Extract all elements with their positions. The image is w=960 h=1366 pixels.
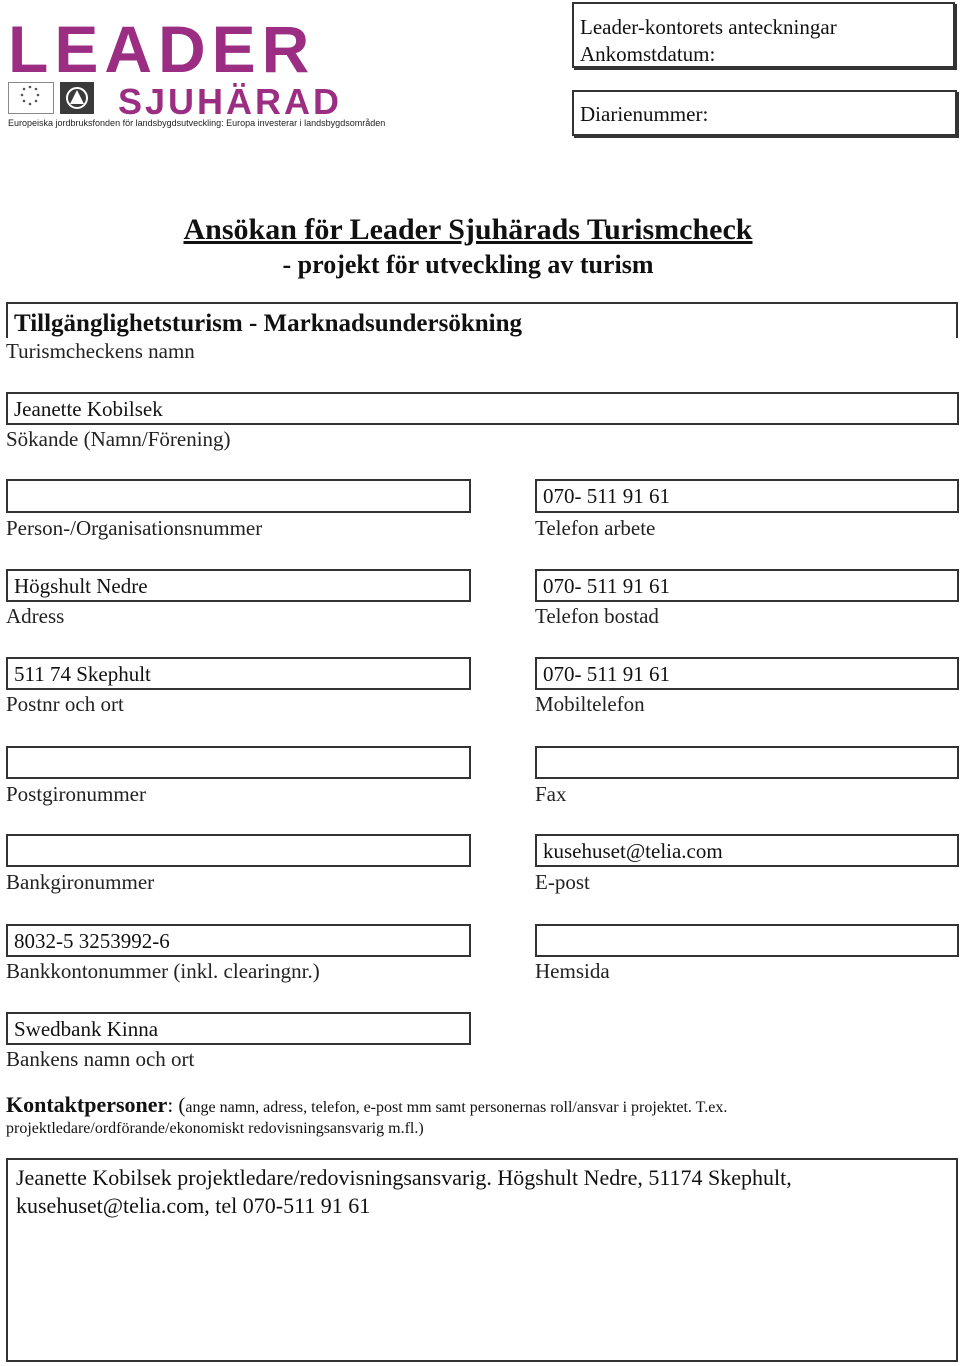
contacts-instructions-2: projektledare/ordförande/ekonomiskt redovisningsansvarig m.fl.) <box>6 1120 424 1137</box>
applicant-label: Sökande (Namn/Förening) <box>6 427 231 451</box>
page-subtitle: - projekt för utveckling av turism <box>282 250 654 279</box>
address-field[interactable]: Högshult Nedre <box>6 569 471 602</box>
bankgiro-label: Bankgironummer <box>6 870 155 894</box>
org-number-field[interactable] <box>6 479 471 513</box>
email-field[interactable]: kusehuset@telia.com <box>535 834 959 867</box>
contacts-value-line-1: Jeanette Kobilsek projektledare/redovisningsansvarig. Högshult Nedre, 51174 Skephult, <box>16 1165 792 1190</box>
website-field[interactable] <box>535 924 959 957</box>
page-title: Ansökan för Leader Sjuhärads Turismcheck <box>183 213 753 246</box>
mobile-phone-label: Mobiltelefon <box>535 692 645 716</box>
arrival-date-label: Ankomstdatum: <box>580 42 716 66</box>
bank-account-label: Bankkontonummer (inkl. clearingnr.) <box>6 959 320 983</box>
office-notes-label: Leader-kontorets anteckningar <box>580 15 837 39</box>
postal-code-city-label: Postnr och ort <box>6 692 124 716</box>
logo-leader-text: LEADER <box>8 18 316 78</box>
contacts-colon: : ( <box>167 1093 186 1117</box>
fax-field[interactable] <box>535 746 959 779</box>
work-phone-label: Telefon arbete <box>535 516 656 540</box>
address-label: Adress <box>6 604 65 628</box>
bank-name-field[interactable]: Swedbank Kinna <box>6 1012 471 1045</box>
contacts-heading: Kontaktpersoner <box>6 1092 168 1117</box>
postgiro-field[interactable] <box>6 746 471 779</box>
sjuharad-logo-wordmark <box>118 82 342 118</box>
postgiro-label: Postgironummer <box>6 782 146 806</box>
office-notes-box <box>572 2 955 68</box>
project-name-field[interactable]: Tillgänglighetsturism - Marknadsundersökning <box>6 302 958 338</box>
bank-name-label: Bankens namn och ort <box>6 1047 195 1071</box>
fax-label: Fax <box>535 782 567 806</box>
diary-number-box <box>572 90 957 136</box>
website-label: Hemsida <box>535 959 610 983</box>
email-label: E-post <box>535 870 590 894</box>
org-number-label: Person-/Organisationsnummer <box>6 516 263 540</box>
contacts-textarea[interactable] <box>6 1158 958 1362</box>
diary-number-label: Diarienummer: <box>580 102 709 126</box>
leader-emblem-icon <box>60 82 94 114</box>
work-phone-field[interactable]: 070- 511 91 61 <box>535 479 959 513</box>
bank-account-field[interactable]: 8032-5 3253992-6 <box>6 924 471 957</box>
contacts-heading-line <box>6 1092 727 1121</box>
mobile-phone-field[interactable]: 070- 511 91 61 <box>535 657 959 690</box>
contacts-value-line-2: kusehuset@telia.com, tel 070-511 91 61 <box>16 1193 371 1218</box>
contacts-instructions-1: ange namn, adress, telefon, e-post mm samt personernas roll/ansvar i projektet. T.ex. <box>185 1099 728 1116</box>
logo-sjuharad-text: SJUHÄRAD <box>118 82 342 118</box>
project-name-label: Turismcheckens namn <box>6 339 195 363</box>
applicant-field[interactable]: Jeanette Kobilsek <box>6 392 959 425</box>
postal-code-city-field[interactable]: 511 74 Skephult <box>6 657 471 690</box>
home-phone-field[interactable]: 070- 511 91 61 <box>535 569 959 602</box>
eu-flag-icon <box>8 82 54 114</box>
logo-caption: Europeiska jordbruksfonden för landsbygdsutveckling: Europa investerar i landsbygdsområden <box>8 118 386 128</box>
leader-logo-wordmark <box>8 18 348 78</box>
bankgiro-field[interactable] <box>6 834 471 867</box>
home-phone-label: Telefon bostad <box>535 604 659 628</box>
